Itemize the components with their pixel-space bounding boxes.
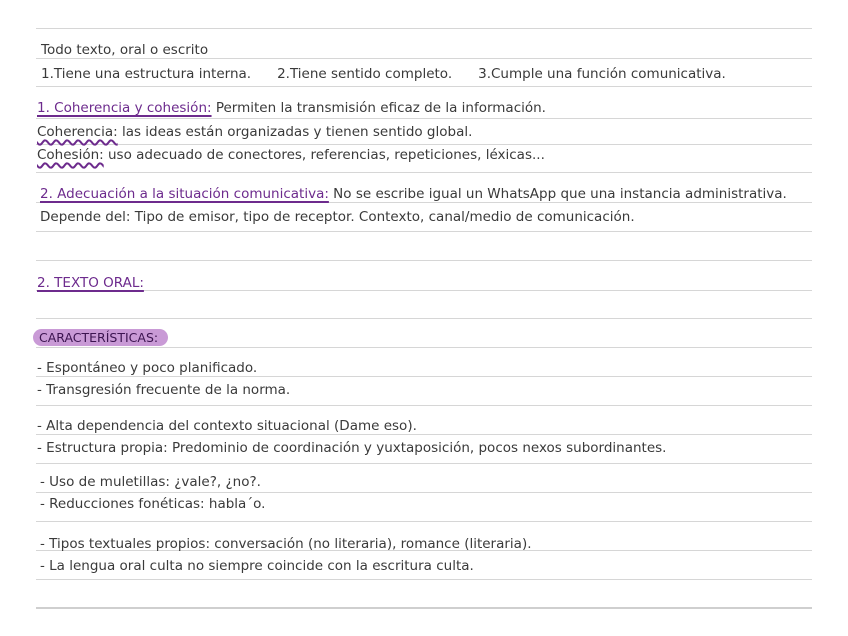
coherencia-line (37, 124, 472, 140)
page-rule (36, 290, 812, 291)
page-rule (36, 202, 812, 203)
coherencia-term: Coherencia: (37, 124, 118, 140)
page-rule (36, 463, 812, 464)
property-3: 3.Cumple una función comunicativa. (478, 66, 726, 82)
page-rule (36, 28, 812, 29)
page-rule (36, 405, 812, 406)
page-rule (36, 231, 812, 232)
page-rule (36, 376, 812, 377)
list-item: - Tipos textuales propios: conversación (no literaria), romance (literaria). (40, 536, 532, 552)
list-item: - Uso de muletillas: ¿vale?, ¿no?. (40, 474, 261, 490)
list-item: - Espontáneo y poco planificado. (37, 360, 258, 376)
list-item: - Reducciones fonéticas: habla´o. (40, 496, 266, 512)
adecuacion-heading-line (40, 186, 787, 202)
page-rule (36, 144, 812, 145)
intro-line: Todo texto, oral o escrito (41, 42, 209, 58)
page-rule (36, 172, 812, 173)
coherencia-text: las ideas están organizadas y tienen sentido global. (117, 124, 473, 140)
page-rule (36, 492, 812, 493)
property-1: 1.Tiene una estructura interna. (41, 66, 252, 82)
page-rule (36, 318, 812, 319)
page-rule (36, 260, 812, 261)
list-item: - La lengua oral culta no siempre coincide con la escritura culta. (40, 558, 474, 574)
page-rule (36, 86, 812, 87)
adecuacion-depends: Depende del: Tipo de emisor, tipo de receptor. Contexto, canal/medio de comunicación. (40, 209, 635, 225)
coherence-heading: 1. Coherencia y cohesión: (37, 100, 212, 116)
page-rule (36, 434, 812, 435)
adecuacion-heading-text: No se escribe igual un WhatsApp que una instancia administrativa. (328, 186, 787, 202)
cohesion-term: Cohesión: (37, 147, 104, 163)
adecuacion-heading: 2. Adecuación a la situación comunicativa: (40, 186, 329, 202)
characteristics-label-line (33, 330, 168, 346)
page-rule (36, 118, 812, 119)
cohesion-text: uso adecuado de conectores, referencias, repeticiones, léxicas... (103, 147, 545, 163)
characteristics-label: CARACTERÍSTICAS: (33, 329, 168, 346)
coherence-heading-line (37, 100, 546, 116)
property-2: 2.Tiene sentido completo. (277, 66, 453, 82)
page-rule (36, 58, 812, 59)
list-item: - Transgresión frecuente de la norma. (37, 382, 291, 398)
cohesion-line (37, 147, 545, 163)
intro-properties (41, 66, 726, 82)
page-rule (36, 347, 812, 348)
coherence-heading-text: Permiten la transmisión eficaz de la información. (211, 100, 546, 116)
page-rule (36, 521, 812, 522)
list-item: - Alta dependencia del contexto situacional (Dame eso). (37, 418, 417, 434)
page-bottom-rule (36, 607, 812, 609)
page-rule (36, 579, 812, 580)
list-item: - Estructura propia: Predominio de coordinación y yuxtaposición, pocos nexos subordinantes. (37, 440, 667, 456)
oral-title: 2. TEXTO ORAL: (37, 275, 144, 291)
